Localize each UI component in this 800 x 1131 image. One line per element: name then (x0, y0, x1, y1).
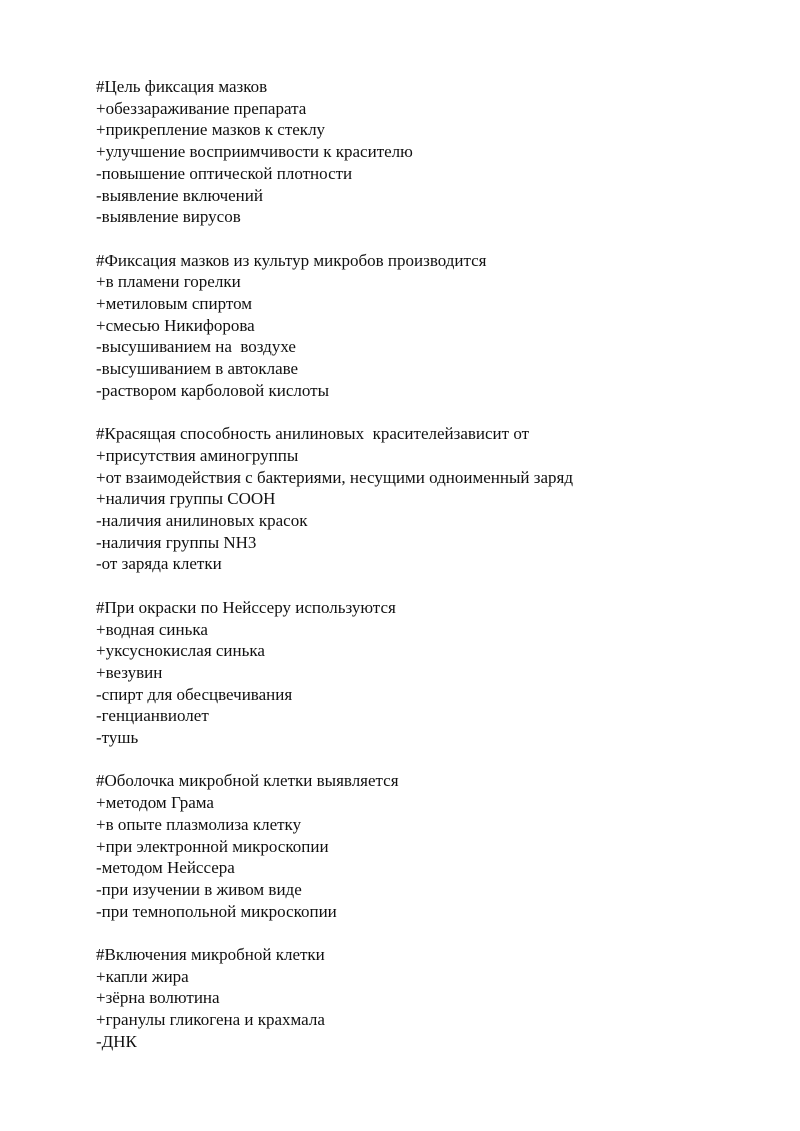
answer-option: +от взаимодействия с бактериями, несущими одноименный заряд (96, 467, 573, 487)
answer-option: -высушиванием на воздухе (96, 337, 296, 357)
answer-option: -генцианвиолет (96, 706, 209, 726)
answer-option: +уксуснокислая синька (96, 641, 265, 661)
question-title: #Фиксация мазков из культур микробов производится (96, 250, 487, 270)
answer-option: +методом Грама (96, 793, 214, 813)
answer-option: +гранулы гликогена и крахмала (96, 1010, 325, 1030)
question-block (96, 944, 776, 1053)
question-title: #Красящая способность анилиновых красителейзависит от (96, 424, 530, 444)
answer-option: -выявление включений (96, 185, 263, 205)
answer-option: -повышение оптической плотности (96, 163, 353, 183)
answer-option: -тушь (96, 728, 139, 748)
answer-option: -при темнопольной микроскопии (96, 901, 337, 921)
answer-option: -высушиванием в автоклаве (96, 359, 299, 379)
question-title: #Оболочка микробной клетки выявляется (96, 771, 399, 791)
answer-option: -наличия группы NH3 (96, 532, 257, 552)
document-page (96, 76, 776, 1074)
answer-option: +метиловым спиртом (96, 294, 253, 314)
answer-option: -от заряда клетки (96, 554, 222, 574)
answer-option: +присутствия аминогруппы (96, 445, 299, 465)
answer-option: +зёрна волютина (96, 988, 220, 1008)
answer-option: +смесью Никифорова (96, 315, 255, 335)
question-block (96, 597, 776, 749)
answer-option: +прикрепление мазков к стеклу (96, 120, 326, 140)
question-block (96, 770, 776, 922)
answer-option: +обеззараживание препарата (96, 98, 307, 118)
question-block (96, 250, 776, 402)
answer-option: -наличия анилиновых красок (96, 511, 308, 531)
answer-option: +в пламени горелки (96, 272, 241, 292)
answer-option: -спирт для обесцвечивания (96, 684, 293, 704)
question-title: #Цель фиксация мазков (96, 77, 268, 96)
answer-option: +в опыте плазмолиза клетку (96, 814, 302, 834)
answer-option: -раствором карболовой кислоты (96, 380, 330, 400)
answer-option: -методом Нейссера (96, 858, 235, 878)
answer-option: -выявление вирусов (96, 207, 241, 227)
answer-option: +капли жира (96, 966, 189, 986)
question-block (96, 423, 776, 575)
answer-option: +водная синька (96, 619, 208, 639)
answer-option: -ДНК (96, 1031, 137, 1051)
answer-option: +наличия группы СООН (96, 489, 276, 509)
answer-option: -при изучении в живом виде (96, 879, 302, 899)
question-title: #При окраски по Нейссеру используются (96, 597, 396, 617)
question-title: #Включения микробной клетки (96, 945, 325, 965)
answer-option: +при электронной микроскопии (96, 836, 329, 856)
answer-option: +улучшение восприимчивости к красителю (96, 142, 413, 162)
answer-option: +везувин (96, 662, 163, 682)
question-block (96, 76, 776, 228)
